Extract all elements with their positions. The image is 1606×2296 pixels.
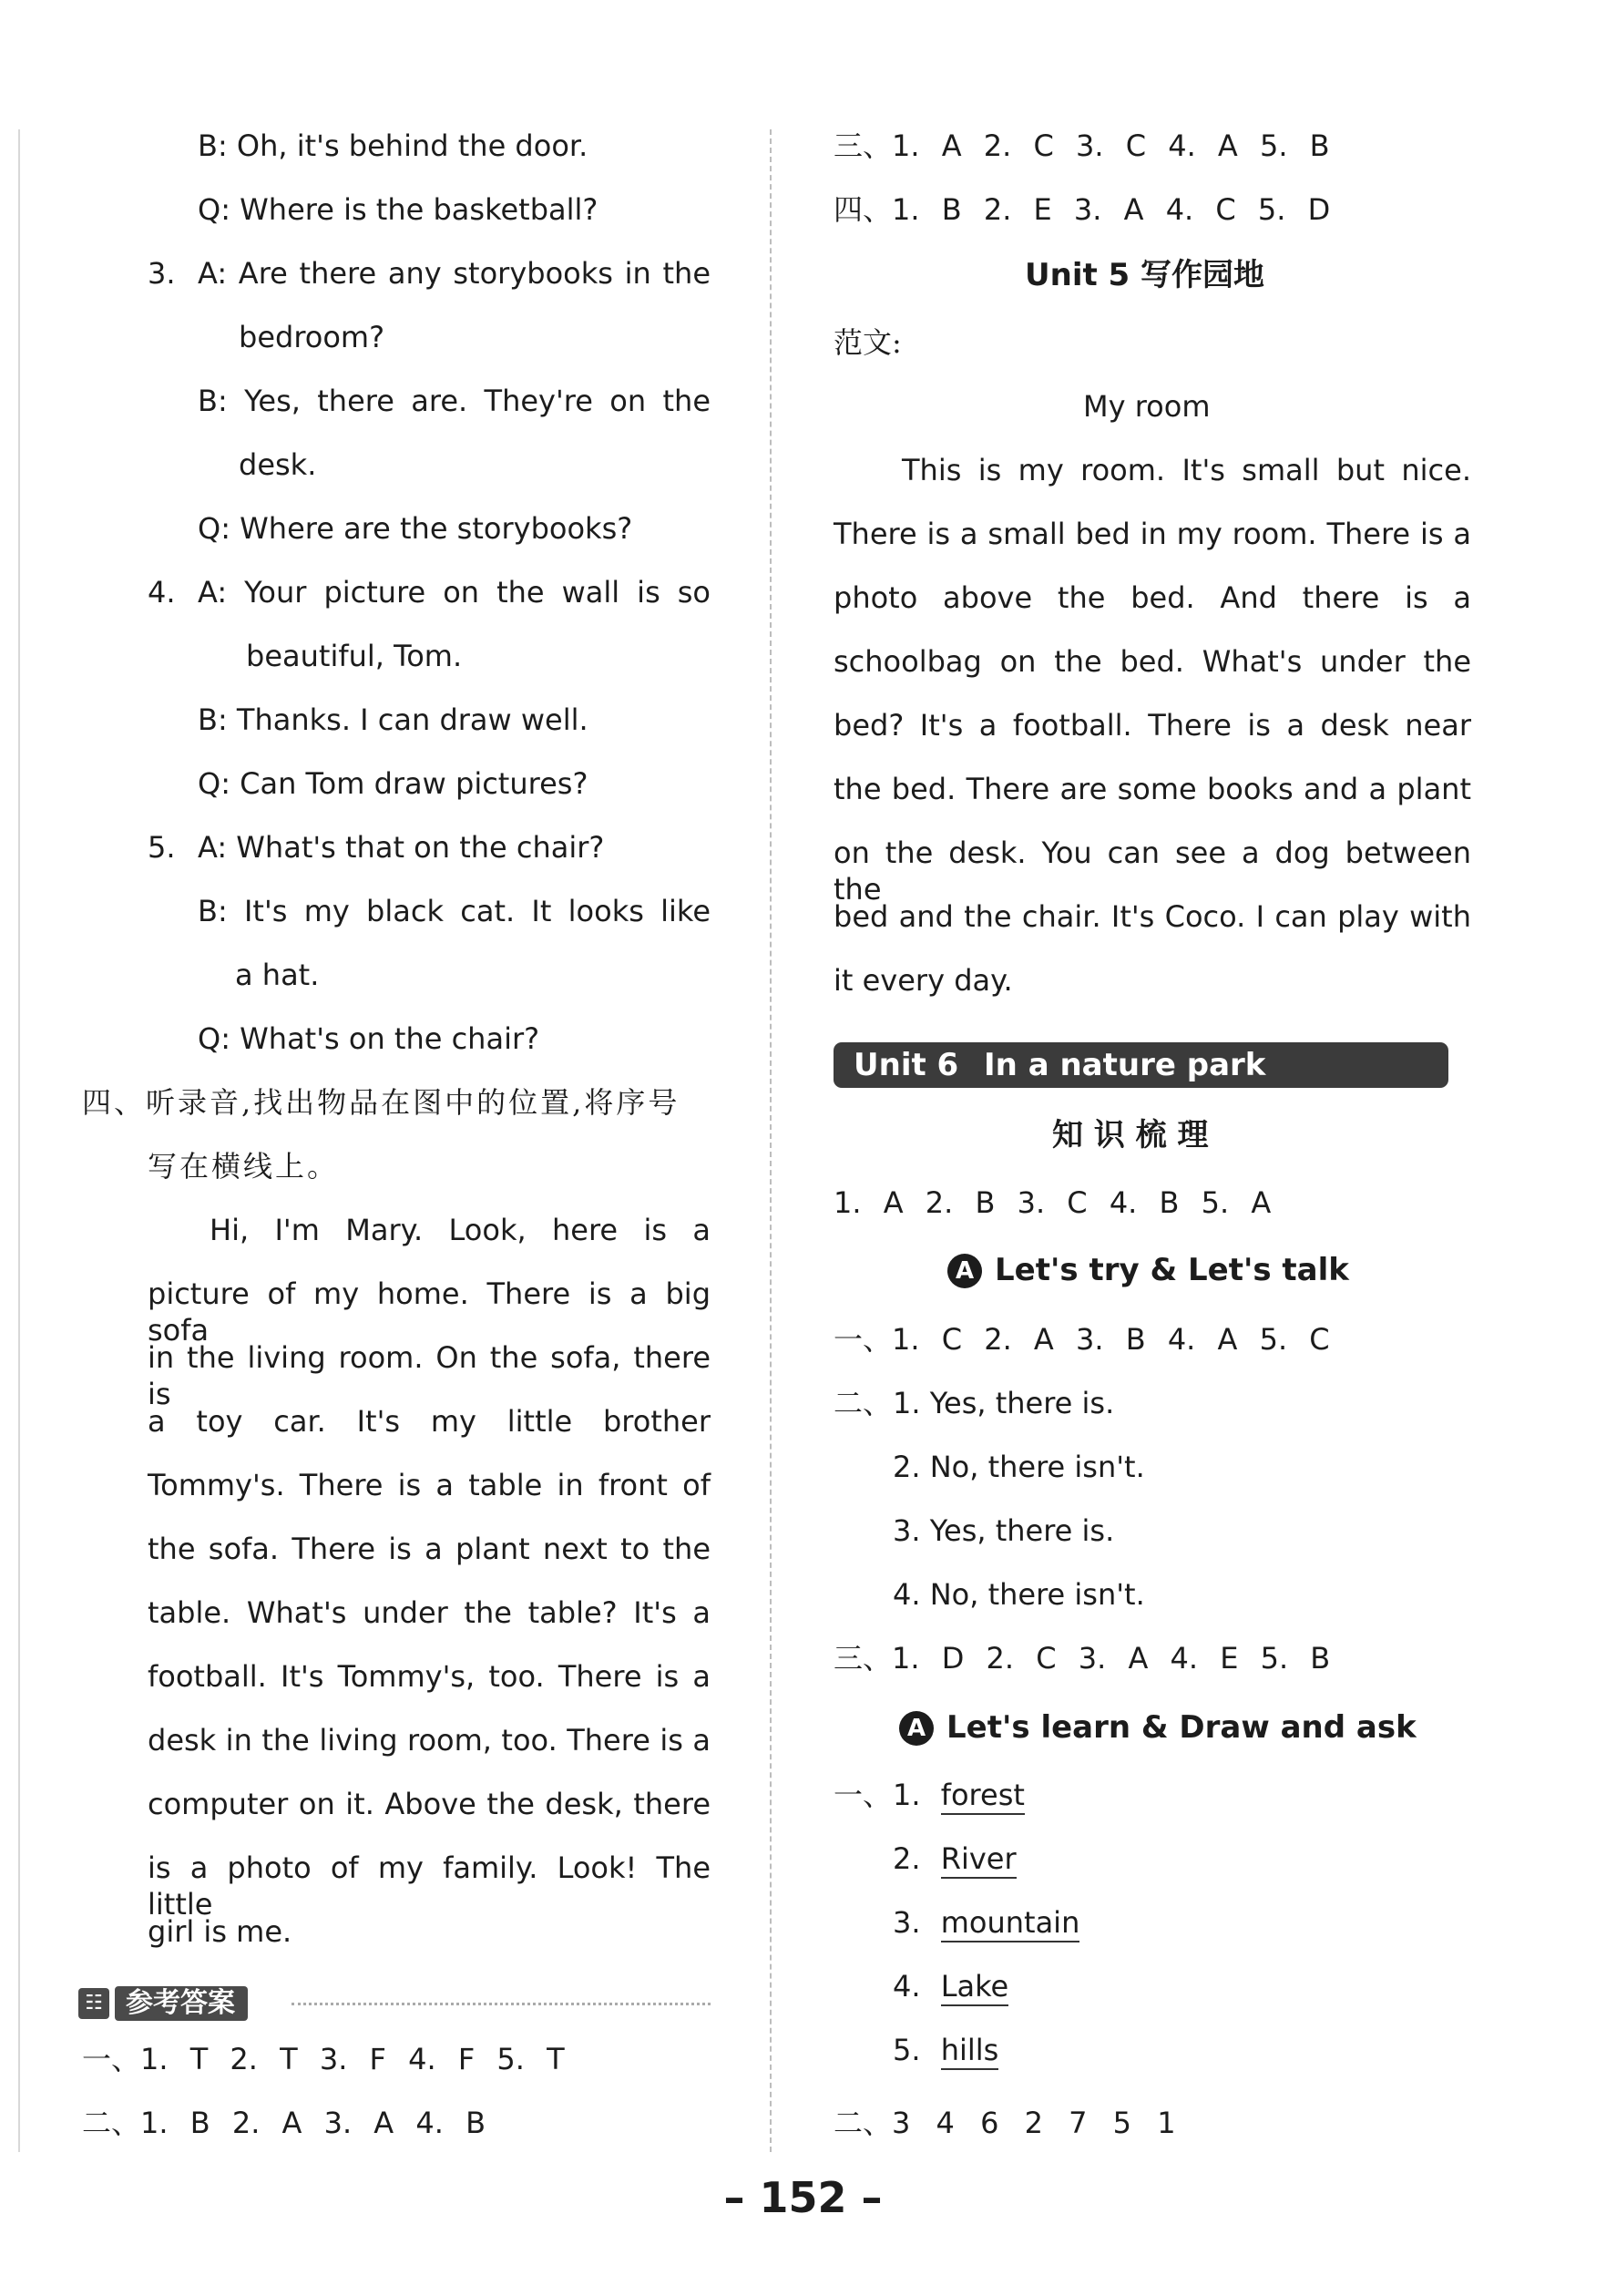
knowledge-title: 知 识 梳 理 <box>1052 1117 1209 1153</box>
a1-item: 3. Yes, there is. <box>893 1513 1115 1548</box>
dialog-4-a-line1: A: Your picture on the wall is so <box>198 575 711 610</box>
dotted-divider <box>292 2003 711 2005</box>
answer-line-1: 一、1. T 2. T 3. F 4. F 5. T <box>82 2042 565 2076</box>
a2-item <box>893 1968 1008 2004</box>
dialog-5-q: Q: What's on the chair? <box>198 1021 540 1056</box>
knowledge-answers: 1. A 2. B 3. C 4. B 5. A <box>834 1185 1272 1220</box>
essay-line: This is my room. It's small but nice. <box>902 453 1471 487</box>
dialog-3-b-line2: desk. <box>239 447 317 482</box>
left-margin-rule <box>18 129 20 2152</box>
section-a2-heading <box>899 1707 1417 1748</box>
passage-line: desk in the living room, too. There is a <box>148 1723 711 1758</box>
essay-title: My room <box>1083 389 1211 424</box>
unit5-writing-title: Unit 5 写作园地 <box>1025 257 1265 293</box>
column-divider <box>770 129 772 2152</box>
a2-answer-word: River <box>941 1841 1017 1879</box>
essay-line: on the desk. You can see a dog between the <box>834 835 1471 907</box>
a2-item <box>893 1840 1017 1877</box>
essay-line: schoolbag on the bed. What's under the <box>834 644 1471 679</box>
section-a2-title: Let's learn & Draw and ask <box>946 1709 1417 1746</box>
a1-item: 4. No, there isn't. <box>893 1577 1145 1612</box>
unit6-label: Unit 6 <box>854 1047 959 1083</box>
page-number: – 152 – <box>723 2173 883 2222</box>
passage-line: computer on it. Above the desk, there <box>148 1787 711 1821</box>
answer-line-4: 四、1. B 2. E 3. A 4. C 5. D <box>834 192 1331 227</box>
a2-answer-word: hills <box>941 2033 999 2070</box>
a2-item <box>893 2032 998 2068</box>
answers-banner <box>82 1984 720 2021</box>
unit6-title: In a nature park <box>984 1047 1266 1083</box>
a2-prefix: 一、 <box>834 1778 893 1812</box>
a2-item <box>893 1904 1079 1941</box>
dialog-5-b-line2: a hat. <box>235 958 320 992</box>
a2-item-number: 1. <box>893 1778 921 1812</box>
passage-line: the sofa. There is a plant next to the <box>148 1532 711 1566</box>
dialog-3-q: Q: Where are the storybooks? <box>198 511 633 546</box>
dialog-2-b: B: Oh, it's behind the door. <box>198 128 588 163</box>
a2-answer-word: mountain <box>941 1905 1080 1942</box>
a1-line3: 三、1. D 2. C 3. A 4. E 5. B <box>834 1641 1331 1676</box>
dialog-5-b-line1: B: It's my black cat. It looks like <box>198 894 711 928</box>
dialog-3-b-line1: B: Yes, there are. They're on the <box>198 384 711 418</box>
essay-line: the bed. There are some books and a plant <box>834 772 1471 806</box>
dialog-3-a-line2: bedroom? <box>239 320 385 354</box>
a2-item-number: 3. <box>893 1905 921 1940</box>
passage-line: table. What's under the table? It's a <box>148 1595 711 1630</box>
answer-line-2: 二、1. B 2. A 3. A 4. B <box>82 2106 486 2140</box>
book-icon: ☷ <box>78 1988 109 2019</box>
dialog-5-a: A: What's that on the chair? <box>198 830 605 865</box>
a2-answer-word: forest <box>941 1778 1025 1815</box>
a2-item-number: 4. <box>893 1969 921 2004</box>
a1-line2-prefix: 二、 <box>834 1386 893 1420</box>
section-4-instruction-line2: 写在横线上。 <box>148 1149 340 1184</box>
a2-line2: 二、3 4 6 2 7 5 1 <box>834 2106 1176 2140</box>
letter-a-icon: A <box>899 1711 934 1746</box>
passage-line: picture of my home. There is a big sofa <box>148 1276 711 1348</box>
sample-label: 范文: <box>834 325 902 360</box>
a1-item: 2. No, there isn't. <box>893 1450 1145 1484</box>
a1-item: 1. Yes, there is. <box>893 1386 1115 1420</box>
passage-line: Tommy's. There is a table in front of <box>148 1468 711 1502</box>
essay-line: photo above the bed. And there is a <box>834 580 1471 615</box>
dialog-3-a-line1: A: Are there any storybooks in the <box>198 256 711 291</box>
letter-a-icon: A <box>947 1254 982 1288</box>
passage-line: football. It's Tommy's, too. There is a <box>148 1659 711 1694</box>
dialog-5-number: 5. <box>148 830 176 865</box>
dialog-2-q: Q: Where is the basketball? <box>198 192 598 227</box>
a1-line1: 一、1. C 2. A 3. B 4. A 5. C <box>834 1322 1330 1357</box>
a2-item-number: 2. <box>893 1841 921 1876</box>
dialog-4-a-line2: beautiful, Tom. <box>246 639 463 673</box>
dialog-4-q: Q: Can Tom draw pictures? <box>198 766 588 801</box>
essay-line: it every day. <box>834 963 1013 998</box>
dialog-3-number: 3. <box>148 256 176 291</box>
section-4-instruction-line1: 四、听录音,找出物品在图中的位置,将序号 <box>82 1085 680 1120</box>
passage-line: a toy car. It's my little brother <box>148 1404 711 1439</box>
a2-item <box>893 1777 1025 1813</box>
unit6-banner <box>834 1042 1448 1088</box>
answer-line-3: 三、1. A 2. C 3. C 4. A 5. B <box>834 128 1330 163</box>
section-a1-title: Let's try & Let's talk <box>995 1252 1349 1288</box>
passage-line: Hi, I'm Mary. Look, here is a <box>210 1213 711 1247</box>
essay-line: bed? It's a football. There is a desk near <box>834 708 1471 743</box>
section-a1-heading <box>947 1250 1349 1290</box>
a2-item-number: 5. <box>893 2033 921 2067</box>
dialog-4-b: B: Thanks. I can draw well. <box>198 702 588 737</box>
dialog-4-number: 4. <box>148 575 176 610</box>
passage-line: is a photo of my family. Look! The little <box>148 1850 711 1922</box>
essay-line: bed and the chair. It's Coco. I can play with <box>834 899 1471 934</box>
passage-line: girl is me. <box>148 1914 292 1949</box>
answers-title: 参考答案 <box>115 1986 248 2021</box>
essay-line: There is a small bed in my room. There is a <box>834 517 1471 551</box>
a2-answer-word: Lake <box>941 1969 1009 2006</box>
passage-line: in the living room. On the sofa, there is <box>148 1340 711 1411</box>
